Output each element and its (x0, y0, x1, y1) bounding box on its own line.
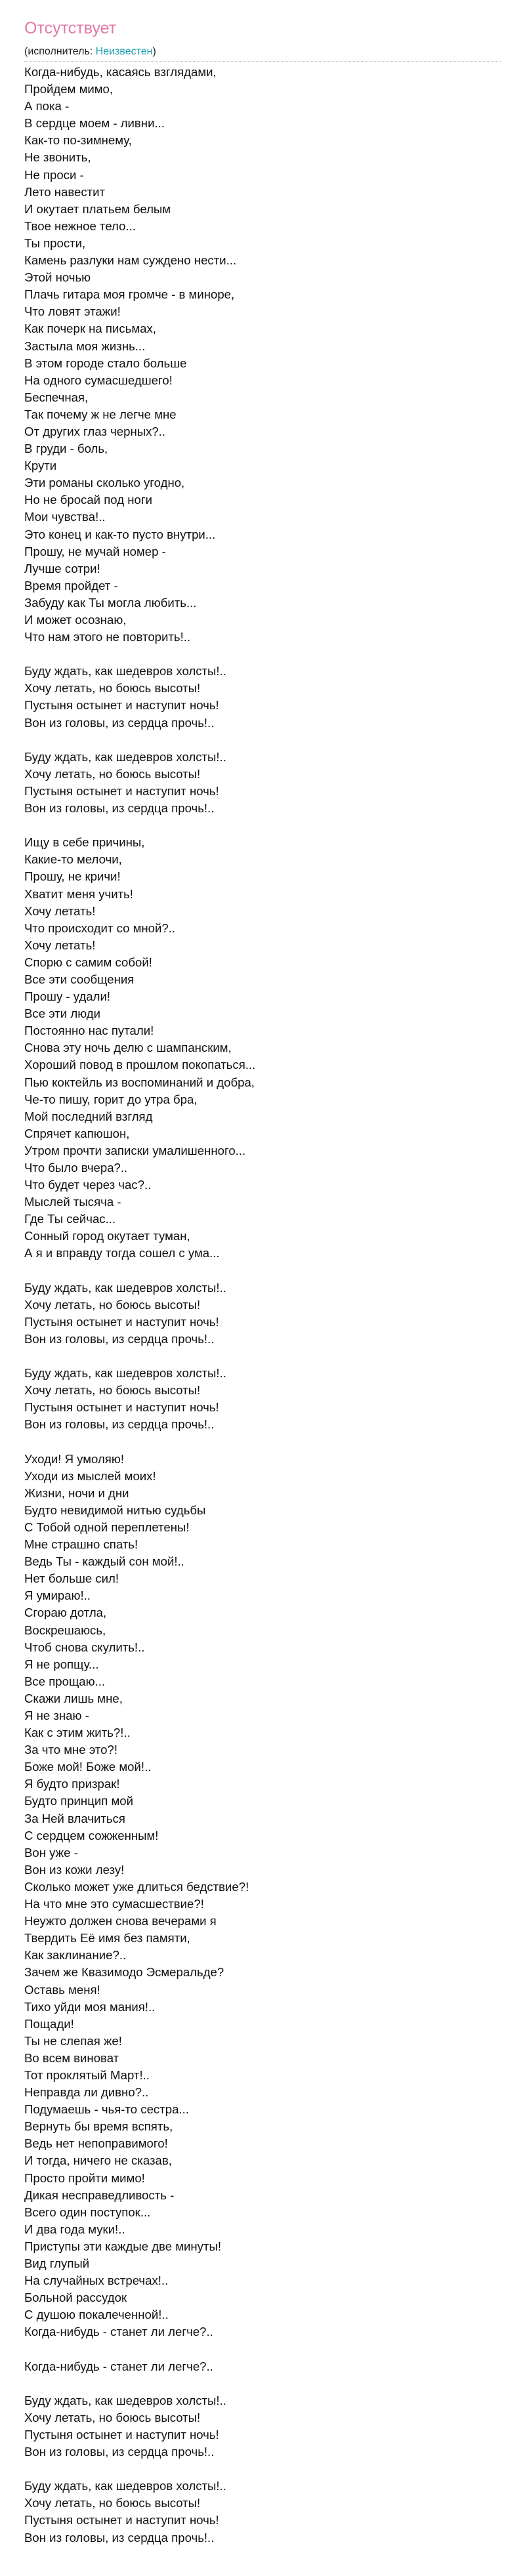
lyric-line: На одного сумасшедшего! (24, 373, 173, 387)
lyric-line: Эти романы сколько угодно, (24, 476, 185, 490)
lyric-line: Какие-то мелочи, (24, 852, 122, 867)
lyric-line: Прошу, не кричи! (24, 869, 121, 884)
lyric-line: Уходи из мыслей моих! (24, 1468, 156, 1483)
lyric-line: Вон из головы, из сердца прочь!.. (24, 1331, 215, 1346)
stanza-break (24, 2375, 501, 2392)
lyric-line: Что происходит со мной?.. (24, 921, 176, 935)
lyric-line: Не звонить, (24, 150, 91, 165)
lyric-line: Неправда ли дивно?.. (24, 2085, 149, 2100)
lyric-line: Когда-нибудь, касаясь взглядами, (24, 65, 217, 79)
lyric-line: С Тобой одной переплетены! (24, 1520, 190, 1534)
lyric-line: Всего один поступок... (24, 2205, 151, 2219)
lyric-line: Я будто призрак! (24, 1777, 120, 1791)
lyric-line: Пустыня остынет и наступит ночь! (24, 2513, 219, 2527)
lyric-line: Прошу, не мучай номер - (24, 544, 166, 558)
lyric-line: Будто невидимой нитью судьбы (24, 1503, 206, 1517)
lyric-line: Вернуть бы время вспять, (24, 2119, 173, 2134)
lyric-line: Буду ждать, как шедевров холсты!.. (24, 1366, 226, 1381)
lyric-line: Оставь меня! (24, 1982, 100, 1997)
lyric-line: Неужто должен снова вечерами я (24, 1914, 217, 1928)
lyric-line: Дикая несправедливость - (24, 2188, 175, 2202)
lyric-line: Вон из головы, из сердца прочь!.. (24, 715, 215, 730)
performer-line (24, 45, 156, 58)
lyric-line: Че-то пишу, горит до утра бра, (24, 1092, 198, 1106)
lyric-line: Жизни, ночи и дни (24, 1485, 129, 1500)
lyric-line: Сонный город окутает туман, (24, 1229, 190, 1243)
lyric-line: Будто принцип мой (24, 1794, 133, 1808)
lyric-line: Не проси - (24, 167, 84, 182)
lyric-line: Просто пройти мимо! (24, 2171, 145, 2185)
lyric-line: Утром прочти записки умалишенного... (24, 1143, 246, 1157)
lyric-line: Хочу летать, но боюсь высоты! (24, 766, 201, 781)
lyric-line: Подумаешь - чья-то сестра... (24, 2102, 189, 2117)
lyric-line: Нет больше сил! (24, 1571, 119, 1586)
lyric-line: Вон из головы, из сердца прочь!.. (24, 1417, 215, 1432)
lyric-line: Снова эту ночь делю с шампанским, (24, 1041, 232, 1055)
lyric-line: Сколько может уже длиться бедствие?! (24, 1879, 249, 1894)
lyric-line: Буду ждать, как шедевров холсты!.. (24, 2479, 226, 2493)
stanza-break (24, 1348, 501, 1365)
lyric-line: Время пройдет - (24, 578, 118, 592)
lyric-line: Хочу летать, но боюсь высоты! (24, 2496, 201, 2510)
lyric-line: Уходи! Я умоляю! (24, 1451, 124, 1466)
lyric-line: Спорю с самим собой! (24, 955, 152, 969)
lyric-line: За что мне это?! (24, 1743, 118, 1757)
lyric-line: Лучше сотри! (24, 561, 100, 575)
lyric-line: Пустыня остынет и наступит ночь! (24, 1314, 219, 1329)
lyric-line: Пью коктейль из воспоминаний и добра, (24, 1075, 255, 1089)
lyric-line: Я умираю!.. (24, 1589, 91, 1603)
lyric-line: Крути (24, 459, 57, 473)
lyric-line: Я не знаю - (24, 1709, 89, 1722)
lyric-line: И может осознаю, (24, 613, 127, 627)
lyric-line: От других глаз черных?.. (24, 424, 166, 438)
lyric-line: Где Ты сейчас... (24, 1212, 116, 1226)
lyric-line: Воскрешаюсь, (24, 1623, 106, 1637)
lyric-line: Хочу летать, но боюсь высоты! (24, 2410, 201, 2424)
lyric-line: Пустыня остынет и наступит ночь! (24, 698, 219, 713)
lyric-line: Как заклинание?.. (24, 1948, 127, 1963)
stanza-break (24, 1262, 501, 1279)
lyric-line: Сгораю дотла, (24, 1606, 107, 1620)
lyric-line: Тихо уйди моя мания!.. (24, 1999, 156, 2014)
lyric-line: Хватит меня учить! (24, 886, 133, 901)
lyric-line: Больной рассудок (24, 2291, 127, 2305)
lyric-line: Пустыня остынет и наступит ночь! (24, 2427, 219, 2441)
lyric-line: Лето навестит (24, 184, 106, 199)
lyric-line: Во всем виноват (24, 2050, 119, 2065)
lyric-line: Мне страшно спать! (24, 1537, 138, 1552)
lyric-line: Мой последний взгляд (24, 1109, 153, 1123)
performer-link[interactable]: Неизвестен (95, 46, 153, 57)
stanza-break (24, 732, 501, 749)
lyric-line: И два года муки!.. (24, 2222, 125, 2236)
lyric-line: Мои чувства!.. (24, 510, 106, 524)
lyric-line: А я и вправду тогда сошел с ума... (24, 1246, 220, 1260)
lyric-line: Как-то по-зимнему, (24, 133, 132, 148)
lyric-line: Чтоб снова скулить!.. (24, 1640, 145, 1654)
lyric-line: Спрячет капюшон, (24, 1126, 130, 1140)
lyric-line: Прошу - удали! (24, 989, 111, 1004)
lyric-line: Забуду как Ты могла любить... (24, 595, 197, 610)
lyric-line: Буду ждать, как шедевров холсты!.. (24, 749, 226, 764)
lyric-line: Я не ропщу... (24, 1657, 99, 1671)
lyric-line: Все прощаю... (24, 1674, 106, 1688)
lyric-line: А пока - (24, 99, 70, 114)
lyric-line: В этом городе стало больше (24, 356, 187, 370)
lyric-line: Вон из головы, из сердца прочь!.. (24, 2530, 215, 2545)
lyric-line: Твердить Её имя без памяти, (24, 1931, 190, 1945)
lyric-line: Тот проклятый Март!.. (24, 2067, 150, 2082)
lyric-line: Что ловят этажи! (24, 304, 121, 319)
lyric-line: Что будет через час?.. (24, 1178, 152, 1192)
lyric-line: Ищу в себе причины, (24, 835, 145, 850)
lyric-line: С душою покалеченной!.. (24, 2308, 169, 2322)
lyric-line: Все эти сообщения (24, 972, 135, 986)
lyric-line: Скажи лишь мне, (24, 1691, 123, 1705)
lyric-line: Когда-нибудь - станет ли легче?.. (24, 2359, 213, 2373)
stanza-break (24, 2340, 501, 2358)
lyric-line: Пустыня остынет и наступит ночь! (24, 1400, 219, 1415)
lyric-line: И окутает платьем белым (24, 201, 171, 216)
lyric-line: Боже мой! Боже мой!.. (24, 1760, 152, 1774)
lyric-line: И тогда, ничего не сказав, (24, 2153, 172, 2168)
stanza-break (24, 1434, 501, 1451)
performer-prefix: (исполнитель: (24, 46, 96, 57)
lyric-line: Когда-нибудь - станет ли легче?.. (24, 2325, 213, 2339)
title-divider (24, 61, 501, 62)
lyric-line: Ты не слепая же! (24, 2033, 122, 2048)
stanza-break (24, 2461, 501, 2478)
lyric-line: В сердце моем - ливни... (24, 116, 165, 131)
lyric-line: Хочу летать, но боюсь высоты! (24, 1383, 201, 1398)
stanza-break (24, 646, 501, 663)
lyric-line: Вон уже - (24, 1845, 78, 1859)
lyric-line: Вон из головы, из сердца прочь!.. (24, 801, 215, 816)
lyric-line: На случайных встречах!.. (24, 2274, 169, 2288)
lyric-line: Как почерк на письмах, (24, 322, 156, 336)
lyric-line: Хочу летать, но боюсь высоты! (24, 681, 201, 696)
lyric-line: Беспечная, (24, 390, 89, 404)
lyric-line: Как с этим жить?!.. (24, 1726, 131, 1740)
lyric-line: Так почему ж не легче мне (24, 407, 177, 421)
lyric-line: Хочу летать! (24, 938, 96, 952)
lyric-line: Пустыня остынет и наступит ночь! (24, 783, 219, 798)
song-title: Отсутствует (24, 19, 117, 37)
lyric-line: Буду ждать, как шедевров холсты!.. (24, 664, 226, 678)
lyric-line: Хороший повод в прошлом покопаться... (24, 1058, 256, 1072)
lyric-line: Вон из головы, из сердца прочь!.. (24, 2445, 215, 2459)
lyric-line: Что нам этого не повторить!.. (24, 630, 191, 644)
lyric-line: Что было вчера?.. (24, 1161, 128, 1174)
stanza-break (24, 817, 501, 834)
lyric-line: Ведь Ты - каждый сон мой!.. (24, 1554, 184, 1569)
lyric-line: Хочу летать! (24, 904, 96, 918)
lyric-line: Постоянно нас путали! (24, 1024, 154, 1038)
lyric-line: Этой ночью (24, 270, 91, 285)
lyric-line: Мыслей тысяча - (24, 1195, 121, 1209)
lyric-line: Ты прости, (24, 236, 86, 250)
performer-suffix: ) (152, 46, 156, 57)
lyric-line: Плачь гитара моя громче - в миноре, (24, 287, 235, 302)
lyric-line: За Ней влачиться (24, 1811, 125, 1825)
lyric-line: В груди - боль, (24, 442, 108, 456)
lyric-line: Твое нежное тело... (24, 218, 136, 233)
lyric-line: С сердцем сожженным! (24, 1828, 159, 1842)
lyric-line: Хочу летать, но боюсь высоты! (24, 1297, 201, 1312)
lyric-line: Приступы эти каждые две минуты! (24, 2239, 222, 2253)
lyric-line: Пройдем мимо, (24, 82, 114, 96)
lyric-line: Но не бросай под ноги (24, 493, 153, 507)
lyric-line: На что мне это сумасшествие?! (24, 1897, 204, 1911)
lyric-line: Пощади! (24, 2016, 74, 2031)
lyric-line: Все эти люди (24, 1007, 100, 1021)
lyric-line: Вид глупый (24, 2256, 90, 2270)
lyric-line: Вон из кожи лезу! (24, 1862, 125, 1877)
lyric-line: Это конец и как-то пусто внутри... (24, 527, 216, 541)
lyric-line: Буду ждать, как шедевров холсты!.. (24, 2393, 226, 2407)
lyric-line: Зачем же Квазимодо Эсмеральде? (24, 1965, 224, 1980)
lyric-line: Ведь нет непоправимого! (24, 2136, 168, 2151)
lyrics-body (24, 64, 501, 2546)
lyric-line: Буду ждать, как шедевров холсты!.. (24, 1280, 226, 1295)
lyric-line: Застыла моя жизнь... (24, 339, 146, 353)
lyric-line: Камень разлуки нам суждено нести... (24, 253, 237, 268)
